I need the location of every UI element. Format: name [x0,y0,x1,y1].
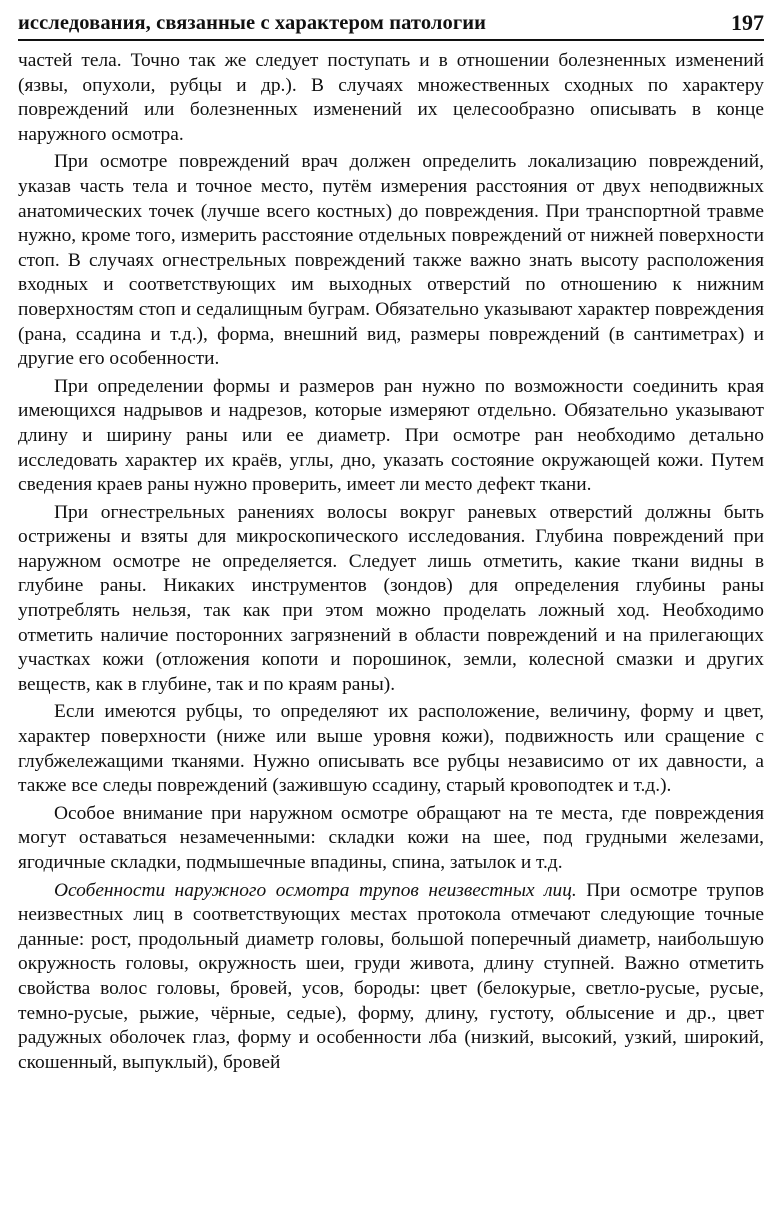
paragraph-2-text: При осмотре повреждений врач должен определить локализацию повреждений, указав часть тела и точное место, путём измерения расстояния от двух неподвижных анатомических точек (лучше всего костных) до повреждения. При транспортной травме нужно, кроме того, измерить расстояние отдельных повреждений от нижней поверхности стоп. В случаях огнестрельных повреждений также важно знать высоту расположения входных и соответствующих им выходных отверстий по отношению к нижним поверхностям стоп и седалищным буграм. Обязательно указывают характер повреждения (рана, ссадина и т.д.), форма, внешний вид, размеры повреждений (в сантиметрах) и другие его особенности. [18,151,764,370]
paragraph-7 [18,879,764,1076]
paragraph-6-text: Особое внимание при наружном осмотре обращают на те места, где повреждения могут оставаться незамеченными: складки кожи на шее, под грудными железами, ягодичные складки, подмышечные впадины, спина, затылок и т.д. [18,802,764,873]
body-text [18,49,764,1075]
paragraph-4 [18,501,764,698]
running-head-title: исследования, связанные с характером патологии [18,12,487,34]
paragraph-3-text: При определении формы и размеров ран нужно по возможности соединить края имеющихся надрывов и надрезов, которые измеряют отдельно. Обязательно указывают длину и ширину раны или ее диаметр. При осмотре ран необходимо детально исследовать характер их краёв, углы, дно, указать состояние окружающей кожи. Путем сведения краев раны нужно проверить, имеет ли место дефект ткани. [18,375,764,496]
paragraph-5 [18,700,764,798]
paragraph-1 [18,49,764,147]
paragraph-5-text: Если имеются рубцы, то определяют их расположение, величину, форму и цвет, характер поверхности (ниже или выше уровня кожи), подвижность или сращение с глубжележащими тканями. Нужно описывать все рубцы независимо от их давности, а также все следы повреждений (зажившую ссадину, старый кровоподтек и т.д.). [18,701,764,797]
running-head [18,10,764,41]
paragraph-2 [18,150,764,371]
paragraph-6 [18,802,764,876]
paragraph-3 [18,375,764,498]
page-number: 197 [731,10,764,35]
paragraph-1-text: частей тела. Точно так же следует поступать и в отношении болезненных изменений (язвы, опухоли, рубцы и др.). В случаях множественных сходных по характеру повреждений или болезненных изменений их целесообразно описывать в конце наружного осмотра. [18,50,764,145]
section-lead-italic: Особенности наружного осмотра трупов неизвестных лиц. [54,879,577,901]
paragraph-7-text: При осмотре трупов неизвестных лиц в соответствующих местах протокола отмечают следующие точные данные: рост, продольный диаметр головы, большой поперечный диаметр, наибольшую окружность головы, окружность шеи, груди живота, длину ступней. Важно отметить свойства волос головы, бровей, усов, бороды: цвет (белокурые, светло-русые, русые, темно-русые, рыжие, чёрные, седые), форму, длину, густоту, облысение и др., цвет радужных оболочек глаз, форму и особенности лба (низкий, высокий, узкий, широкий, скошенный, выпуклый), бровей [18,879,764,1073]
paragraph-4-text: При огнестрельных ранениях волосы вокруг раневых отверстий должны быть острижены и взяты для микроскопического исследования. Глубина повреждений при наружном осмотре не определяется. Следует лишь отметить, какие ткани видны в глубине раны. Никаких инструментов (зондов) для определения глубины раны употреблять нельзя, так как при этом можно проделать ложный ход. Необходимо отметить наличие посторонних загрязнений в области повреждений и на прилегающих участках кожи (отложения копоти и порошинок, земли, колесной смазки и других веществ, как в глубине, так и по краям раны). [18,501,764,695]
